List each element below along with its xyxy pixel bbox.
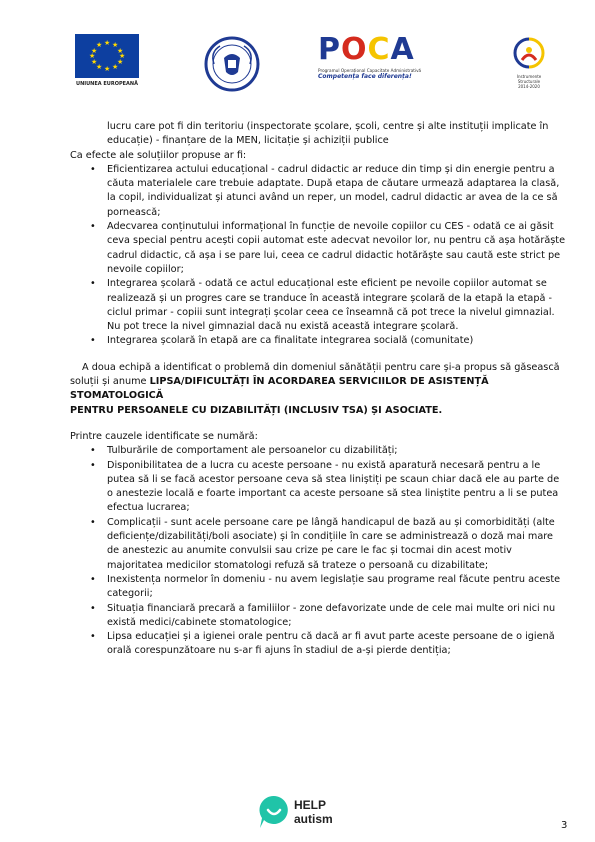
list-line: la copil, individualizat și atunci având un reper, un model, cadrul didactic ar avea de la ce să bbox=[107, 192, 558, 204]
list-line: Eficientizarea actului educațional - cadrul didactic ar reduce din timp și din energie pentru a bbox=[107, 163, 555, 175]
list-item bbox=[70, 220, 568, 277]
government-seal-logo bbox=[204, 36, 260, 92]
list-line: Integrarea școlară - odată ce actul educațional este eficient pe nevoile copiilor automat se bbox=[107, 278, 547, 290]
paragraph-second-team: A doua echipă a identificat o problemă din domeniul sănătății pentru care și-a propus să găsească bbox=[82, 361, 560, 373]
list-line: nevoile copiilor; bbox=[107, 263, 184, 275]
list-line: Integrarea școlară în etapă are ca finalitate integrarea socială (comunitate) bbox=[107, 335, 474, 347]
list-line: Tulburările de comportament ale persoanelor cu dizabilități; bbox=[107, 445, 398, 457]
bullet-icon: • bbox=[90, 445, 96, 457]
list-line: Nu pot trece la nivel gimnazial dacă nu există această integrare școlară. bbox=[107, 321, 459, 333]
autism-word: autism bbox=[294, 812, 333, 826]
list-item bbox=[70, 602, 568, 631]
list-item bbox=[70, 444, 568, 458]
list-item bbox=[70, 459, 568, 516]
list-line: Complicații - sunt acele persoane care pe lângă handicapul de bază au și comorbidități (alte bbox=[107, 516, 555, 528]
eu-logo bbox=[72, 34, 142, 87]
list-line: categorii; bbox=[107, 588, 153, 600]
list-line: de anestezic au anumite convulsii sau crize pe care le fac și tocmai din acest motiv bbox=[107, 545, 512, 557]
plain-text: soluții și anume bbox=[70, 376, 150, 388]
bullet-icon: • bbox=[90, 631, 96, 643]
list-item bbox=[70, 163, 568, 220]
list-line: majoritatea medicilor stomatologi refuză să trateze o persoană cu dizabilitate; bbox=[107, 559, 489, 571]
page-number: 3 bbox=[561, 820, 568, 831]
continued-line-1: lucru care pot fi din teritoriu (inspectorate școlare, școli, centre și alte instituții implicate în bbox=[107, 121, 549, 132]
list-line: căuta materialele care trebuie adaptate. După etapa de căutare urmează adaptarea la clasă, bbox=[107, 178, 560, 190]
structural-instruments-logo bbox=[506, 36, 552, 89]
bullet-icon: • bbox=[90, 278, 96, 290]
bullet-icon: • bbox=[90, 602, 96, 614]
poca-logo bbox=[318, 34, 440, 80]
bullet-icon: • bbox=[90, 221, 96, 233]
problem-title-cont: PENTRU PERSOANELE CU DIZABILITĂȚI (INCLUSIV TSA) ȘI ASOCIATE. bbox=[70, 404, 443, 416]
paragraph-second-team-line2 bbox=[70, 375, 568, 404]
list-line: Disponibilitatea de a lucra cu aceste persoane - nu există aparatură necesară pentru a le bbox=[107, 459, 541, 471]
list-item bbox=[70, 334, 568, 348]
list-line: realizează și un progres care se tranduce în această integrare școlară de la etapă la etapă - bbox=[107, 292, 552, 304]
eu-caption: UNIUNEA EUROPEANĂ bbox=[76, 81, 138, 87]
list-line: ceva special pentru acești copii automat este adecvat nevoilor lor, nu pentru că așa hotărăște bbox=[107, 235, 566, 247]
header-logos bbox=[0, 24, 595, 104]
bullet-icon: • bbox=[90, 573, 96, 585]
list-line: putea să li se facă acestor persoane ceva să stea liniștiți pe scaun chiar dacă ele au parte de bbox=[107, 473, 560, 485]
bullet-icon: • bbox=[90, 516, 96, 528]
causes-intro: Printre cauzele identificate se numără: bbox=[70, 430, 258, 442]
list-line: Situația financiară precară a familiilor - zone defavorizate unde de cele mai multe ori nici nu bbox=[107, 602, 556, 614]
continued-line-2: educație) - finanțare de la MEN, licitație și achiziții publice bbox=[107, 135, 389, 147]
problem-title: LIPSA/DIFICULTĂȚI ÎN ACORDAREA SERVICIILOR DE ASISTENȚĂ STOMATOLOGICĂ bbox=[70, 376, 489, 402]
list-line: orală corespunzătoare nu s-ar fi ajuns în stadiul de a-și pierde dentiția; bbox=[107, 645, 451, 657]
poca-program-name: Programul Operațional Capacitate Administrativă bbox=[318, 68, 422, 73]
page-body bbox=[70, 120, 568, 659]
help-word: HELP bbox=[294, 798, 327, 812]
bullet-icon: • bbox=[90, 335, 96, 347]
bullet-icon: • bbox=[90, 459, 96, 471]
list-line: cadrul didactic, că așa i se pare lui, ceea ce cadrul didactic hotărăște sau caută este strict pe bbox=[107, 249, 561, 261]
list-item bbox=[70, 573, 568, 602]
list-item bbox=[70, 277, 568, 334]
eu-flag-icon: ★ ★ ★ ★ ★ ★ ★ ★ ★ ★ ★ ★ bbox=[75, 34, 139, 78]
is-caption: Instrumente Structurale bbox=[516, 74, 542, 84]
list-line: deficiențe/dizabilități/boli asociate) și în condițiile în care se administrează o doză mai mare bbox=[107, 531, 553, 543]
bullet-icon: • bbox=[90, 163, 96, 175]
causes-list bbox=[70, 444, 568, 658]
list-item bbox=[70, 630, 568, 659]
list-line: Adecvarea conținutului informațional în funcție de nevoile copiilor cu CES - odată ce ai găsit bbox=[107, 221, 554, 233]
list-line: Inexistența normelor în domeniu - nu avem legislație sau programe real făcute pentru aceste bbox=[107, 573, 561, 585]
list-line: Lipsa educației și a igienei orale pentru că dacă ar fi avut parte aceste persoane de o igienă bbox=[107, 631, 555, 643]
help-autism-logo bbox=[258, 792, 338, 832]
is-years: 2014-2020 bbox=[518, 84, 540, 89]
list-line: există medici/cabinete stomatologice; bbox=[107, 616, 292, 628]
list-item bbox=[70, 516, 568, 573]
structural-instruments-icon bbox=[512, 36, 546, 70]
effects-list bbox=[70, 163, 568, 349]
poca-slogan: Competența face diferența! bbox=[318, 73, 412, 80]
list-line: efectua lucrarea; bbox=[107, 502, 190, 514]
poca-wordmark: POCA bbox=[318, 32, 415, 67]
list-line: pornească; bbox=[107, 206, 161, 218]
list-line: o anestezie locală e foarte important ca aceste persoane să stea liniștite pentru a li se putea bbox=[107, 488, 559, 500]
list-line: ciclul primar - copiii sunt integrați școlar ceea ce înseamnă că pot trece la nivelul gimnazial. bbox=[107, 306, 555, 318]
effects-intro: Ca efecte ale soluțiilor propuse ar fi: bbox=[70, 149, 247, 161]
